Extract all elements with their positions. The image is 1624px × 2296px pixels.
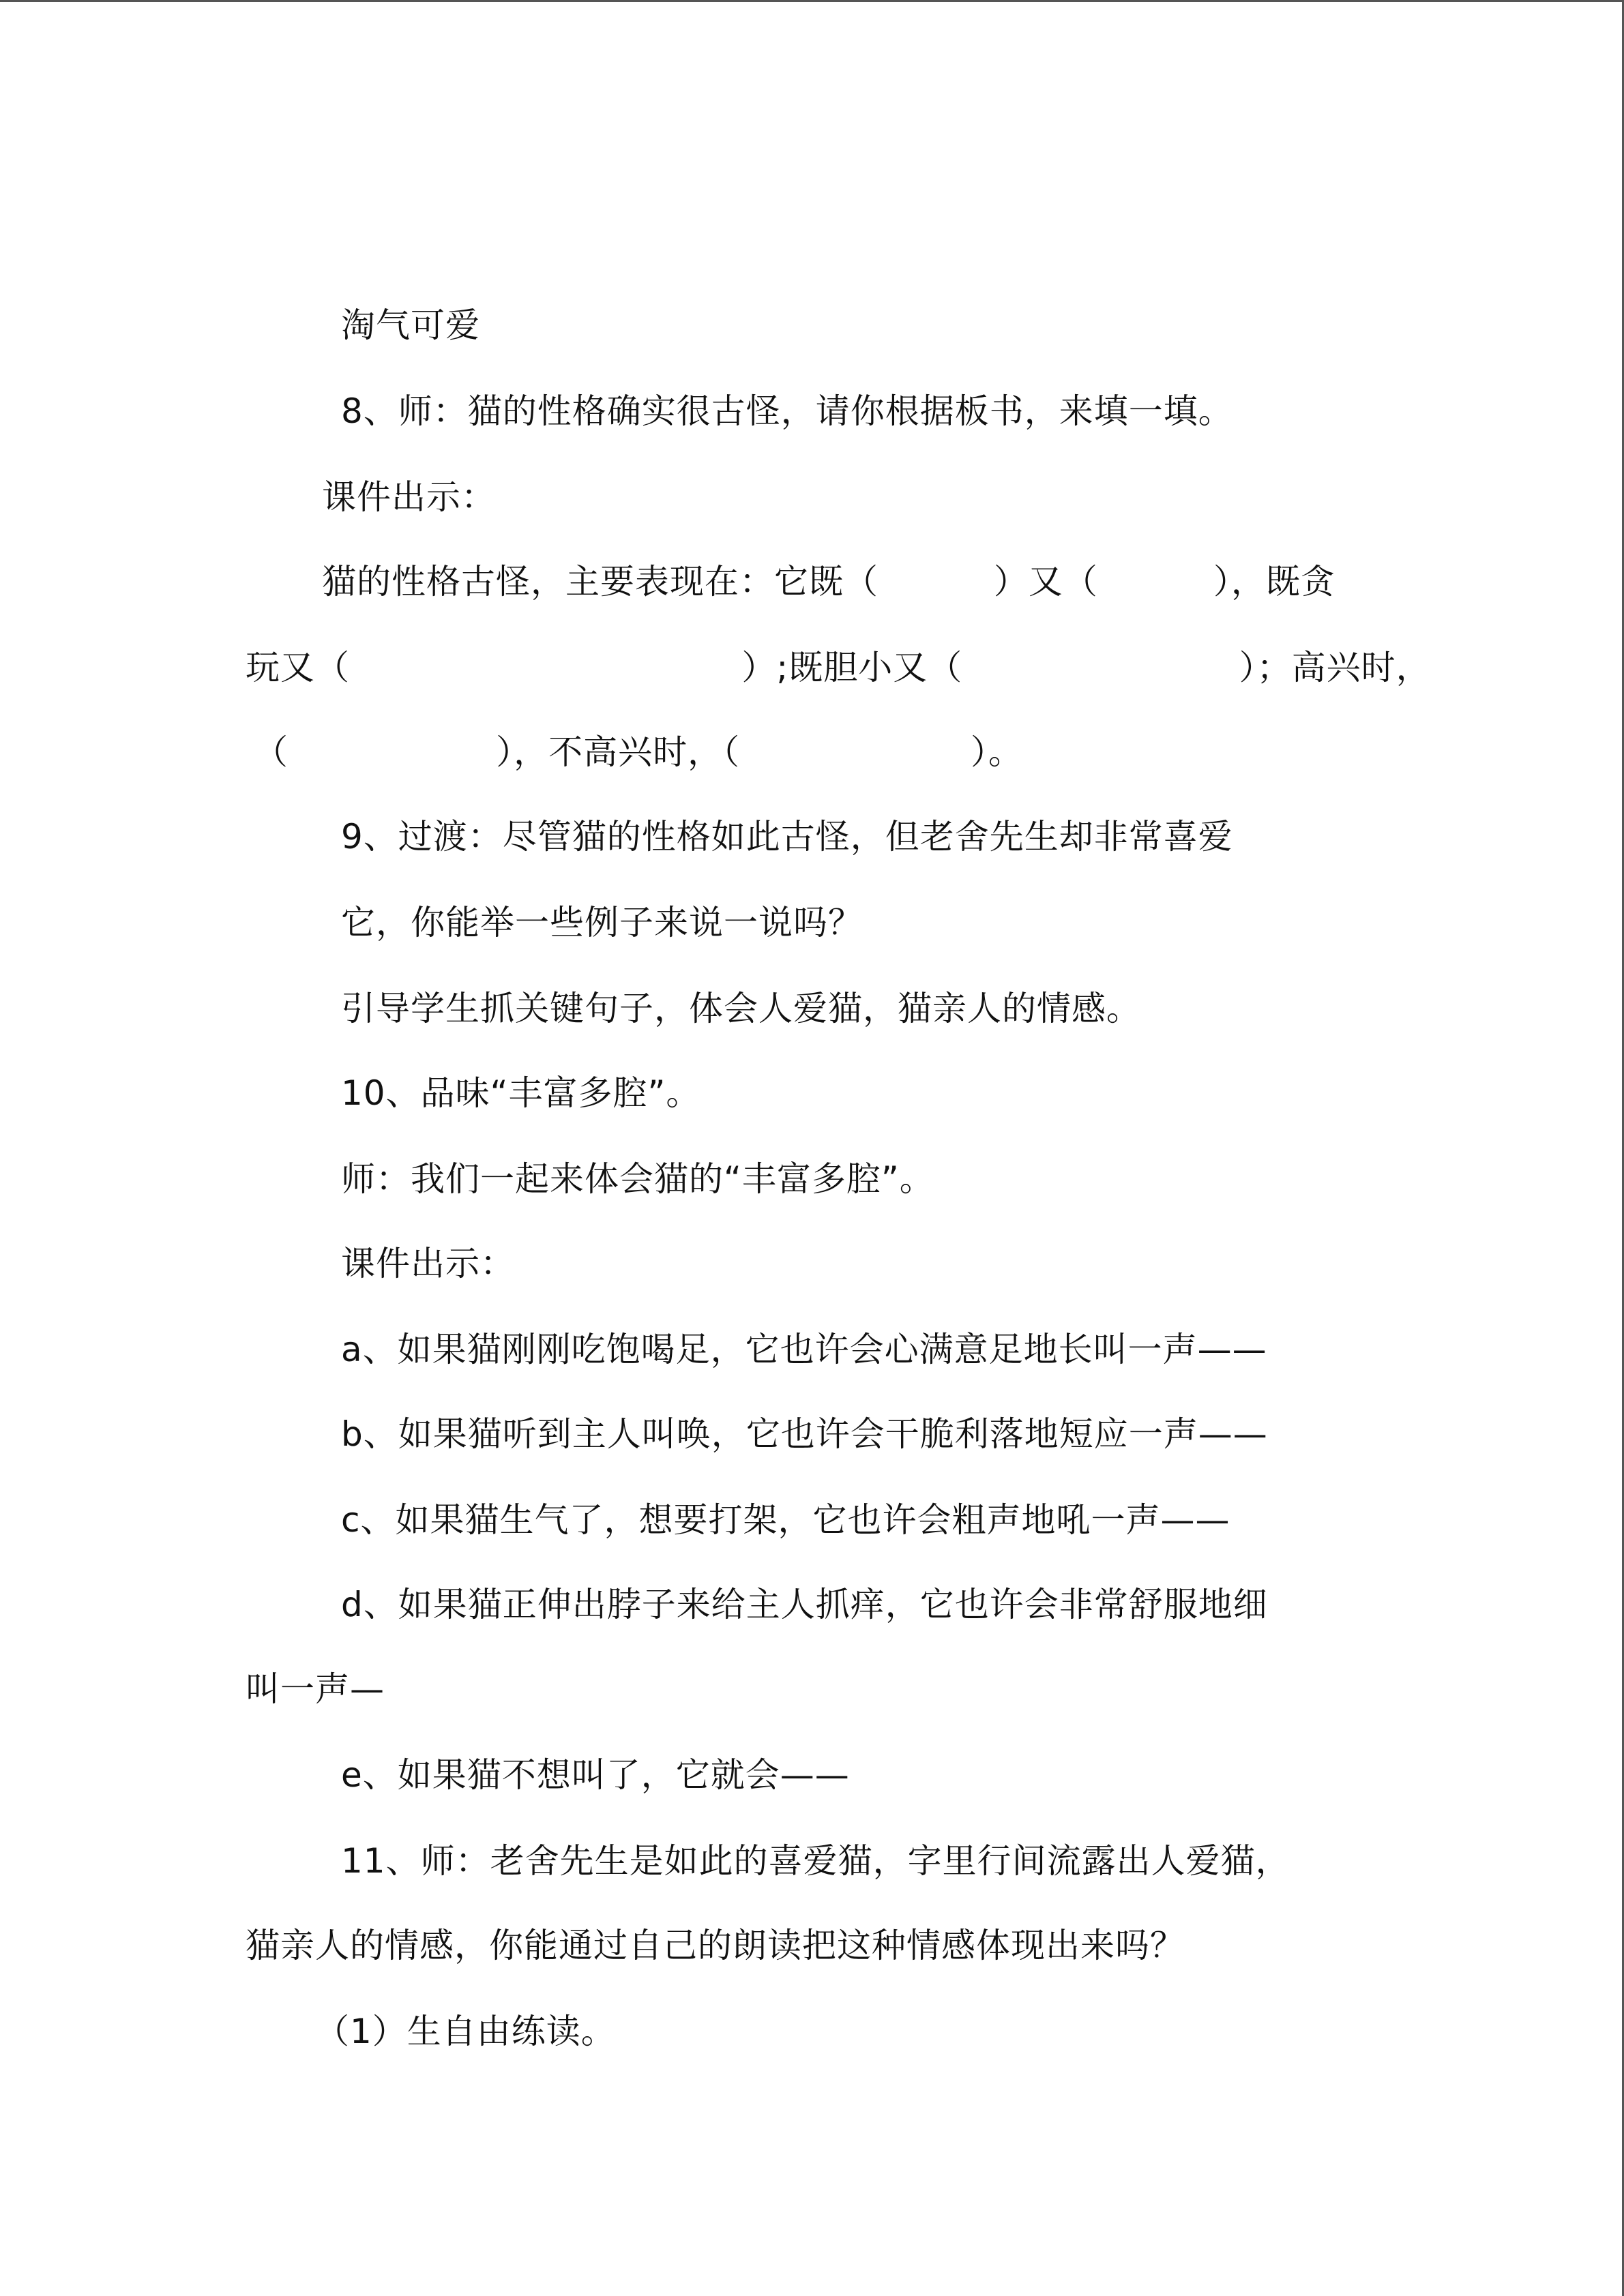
text-line: 师：我们一起来体会猫的“丰富多腔”。 bbox=[341, 1159, 934, 1199]
text-line: 淘气可爱 bbox=[341, 305, 480, 345]
text-line: a、如果猫刚刚吃饱喝足，它也许会心满意足地长叫一声—— bbox=[341, 1330, 1267, 1369]
text-line: 10、品味“丰富多腔”。 bbox=[341, 1073, 701, 1113]
text-line: （ ），不高兴时，（ ）。 bbox=[254, 732, 1023, 772]
text-line: 课件出示： bbox=[322, 477, 496, 517]
text-line: b、如果猫听到主人叫唤，它也许会干脆利落地短应一声—— bbox=[341, 1414, 1268, 1454]
text-line: d、如果猫正伸出脖子来给主人抓痒，它也许会非常舒服地细 bbox=[341, 1585, 1268, 1624]
text-line: 引导学生抓关键句子，体会人爱猫，猫亲人的情感。 bbox=[341, 989, 1141, 1028]
text-line: e、如果猫不想叫了，它就会—— bbox=[341, 1755, 850, 1795]
text-line: 猫亲人的情感，你能通过自己的朗读把这种情感体现出来吗？ bbox=[246, 1926, 1185, 1965]
text-line: 它，你能举一些例子来说一说吗？ bbox=[341, 903, 863, 942]
text-line: 叫一声— bbox=[246, 1669, 385, 1709]
text-line: 9、过渡：尽管猫的性格如此古怪，但老舍先生却非常喜爱 bbox=[341, 817, 1233, 856]
text-line: 11、师：老舍先生是如此的喜爱猫，字里行间流露出人爱猫， bbox=[341, 1841, 1290, 1881]
text-line: 猫的性格古怪，主要表现在：它既（ ）又（ ），既贪 bbox=[322, 562, 1335, 601]
text-line: c、如果猫生气了，想要打架，它也许会粗声地吼一声—— bbox=[341, 1500, 1230, 1540]
text-line: 课件出示： bbox=[341, 1244, 515, 1283]
text-line: （1）生自由练读。 bbox=[315, 2012, 616, 2051]
text-line: 8、师：猫的性格确实很古怪，请你根据板书，来填一填。 bbox=[341, 391, 1233, 431]
text-line: 玩又（ ）;既胆小又（ ）；高兴时， bbox=[246, 648, 1431, 687]
